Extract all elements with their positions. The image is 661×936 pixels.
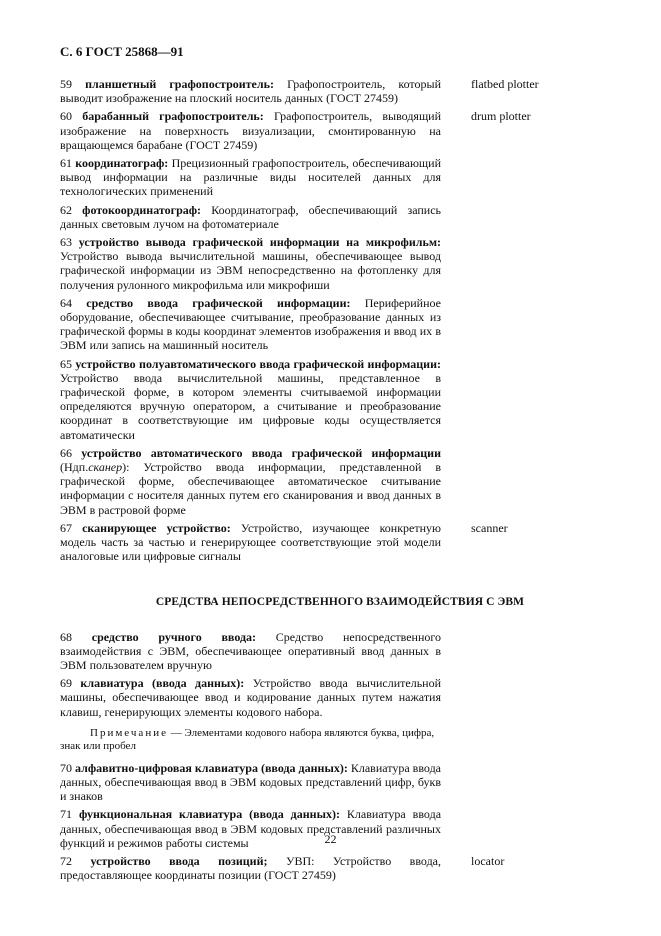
term-text: Устройство ввода вычислительной машины, представленное в графической форме, в котором элементы считываемой информации определяются вручную оператором, а считывание и преобразование координат в соответствующие им цифровые коды осуществляется автоматически [60,370,441,442]
term-definition [60,109,441,152]
term-number: 66 [60,445,72,460]
term-name: средство ручного ввода: [91,629,257,644]
entries-list [60,77,620,886]
term-number: 68 [60,629,72,644]
note [60,727,441,753]
term-entry [60,676,620,719]
term-definition [60,676,441,719]
term-text: Периферийное оборудование, обеспечивающее считывание, преобразование данных из графической формы в коды координат элементов изображения и ввод их в ЭВМ или запись на машинный носитель [60,295,441,353]
term-number: 65 [60,356,72,371]
term-entry [60,357,620,442]
term-definition [60,235,441,292]
term-entry [60,446,620,517]
term-entry [60,156,620,199]
term-text: Клавиатура ввода данных, обеспечивающая ввод в ЭВМ кодовых представлений различных функций и режимов работы системы [60,807,442,850]
term-definition [60,521,441,564]
term-entry [60,235,620,292]
term-definition [60,156,441,199]
page-header: С. 6 ГОСТ 25868—91 [60,44,184,59]
term-name: барабанный графопостроитель: [82,109,264,124]
term-definition [60,446,441,517]
term-definition [60,630,441,673]
term-definition [60,77,441,105]
term-number: 72 [60,853,72,868]
term-name: планшетный графопостроитель: [85,77,274,91]
term-entry [60,296,620,353]
term-definition [60,357,441,442]
page-number: 22 [324,832,337,846]
note-text: — Элементами кодового набора являются буква, цифра, знак или пробел [60,726,435,752]
term-number: 61 [60,156,72,171]
note-label: Примечание [90,726,168,739]
term-text: Устройство ввода вычислительной машины, обеспечивающее ввод и кодирование данных путем нажатия клавиш, генерирующих элементы кодового набора. [60,676,442,719]
term-entry [60,761,620,804]
term-entry [60,203,620,231]
term-text: Координатограф, обеспечивающий запись данных световым лучом на фотоматериале [60,202,442,231]
term-text: Средство непосредственного взаимодействия с ЭВМ, обеспечивающее оперативный ввод данных в ЭВМ пользователем вручную [60,629,441,672]
term-name: устройство ввода позиций; [90,853,268,868]
term-text: Устройство, изучающее конкретную модель часть за частью и генерирующее соответствующие этой модели аналоговые или цифровые сигналы [60,520,442,564]
term-name: средство ввода графической информации: [86,295,351,310]
term-name: алфавитно-цифровая клавиатура (ввода данных): [75,760,348,775]
term-number: 63 [60,235,72,250]
term-english: locator [471,853,505,868]
term-number: 70 [60,760,72,775]
term-definition [60,761,441,804]
term-text: Графопостроитель, выводящий изображение на поверхность визуализации, смонтированную на вращающемся барабане (ГОСТ 27459) [60,109,442,152]
deprecated-term: сканер [88,460,123,475]
deprecated-prefix: (Ндп. [60,460,89,475]
term-english: drum plotter [471,109,531,124]
term-text: ): Устройство ввода информации, представленной в графической форме, обеспечивающее автоматическое считывание информации с носителя данных путем его сканирования и ввод данных в ЭВМ в растровой форме [60,460,441,517]
term-name: координатограф: [75,156,169,171]
term-text: Прецизионный графопостроитель, обеспечивающий вывод информации на различные виды носителей данных для технологических применений [60,156,442,199]
term-number: 59 [60,77,72,91]
term-name: устройство автоматического ввода графической информации [81,445,441,460]
term-definition [60,296,441,353]
term-entry [60,109,620,152]
term-name: функциональная клавиатура (ввода данных): [78,807,340,822]
term-number: 64 [60,295,72,310]
term-definition [60,854,441,882]
section-heading: СРЕДСТВА НЕПОСРЕДСТВЕННОГО ВЗАИМОДЕЙСТВИЯ С ЭВМ [155,595,525,608]
term-number: 62 [60,202,72,217]
term-name: устройство вывода графической информации на микрофильм: [78,235,442,250]
term-number: 67 [60,520,72,535]
term-text: Графопостроитель, который выводит изображение на плоский носитель данных (ГОСТ 27459) [60,77,442,106]
term-entry [60,630,620,673]
term-name: сканирующее устройство: [82,520,231,535]
term-name: клавиатура (ввода данных): [80,676,245,691]
term-name: устройство полуавтоматического ввода графической информации: [75,356,442,371]
term-entry [60,77,620,105]
term-entry [60,521,620,564]
term-text: Клавиатура ввода данных, обеспечивающая ввод в ЭВМ кодовых представлений цифр, букв и знаков [60,760,441,804]
term-english: scanner [471,520,508,535]
term-definition [60,203,441,231]
term-text: УВП: Устройство ввода, предоставляющее координаты позиции (ГОСТ 27459) [60,853,442,883]
term-number: 60 [60,109,72,124]
term-text: Устройство вывода вычислительной машины, обеспечивающее вывод графической информации из ЭВМ непосредственно на фотопленку для получения рулонного микрофильма или микрофиши [60,249,441,292]
term-name: фотокоординатограф: [82,202,202,217]
term-number: 69 [60,676,72,691]
term-entry [60,854,620,882]
term-english: flatbed plotter [471,77,539,91]
term-number: 71 [60,807,72,822]
